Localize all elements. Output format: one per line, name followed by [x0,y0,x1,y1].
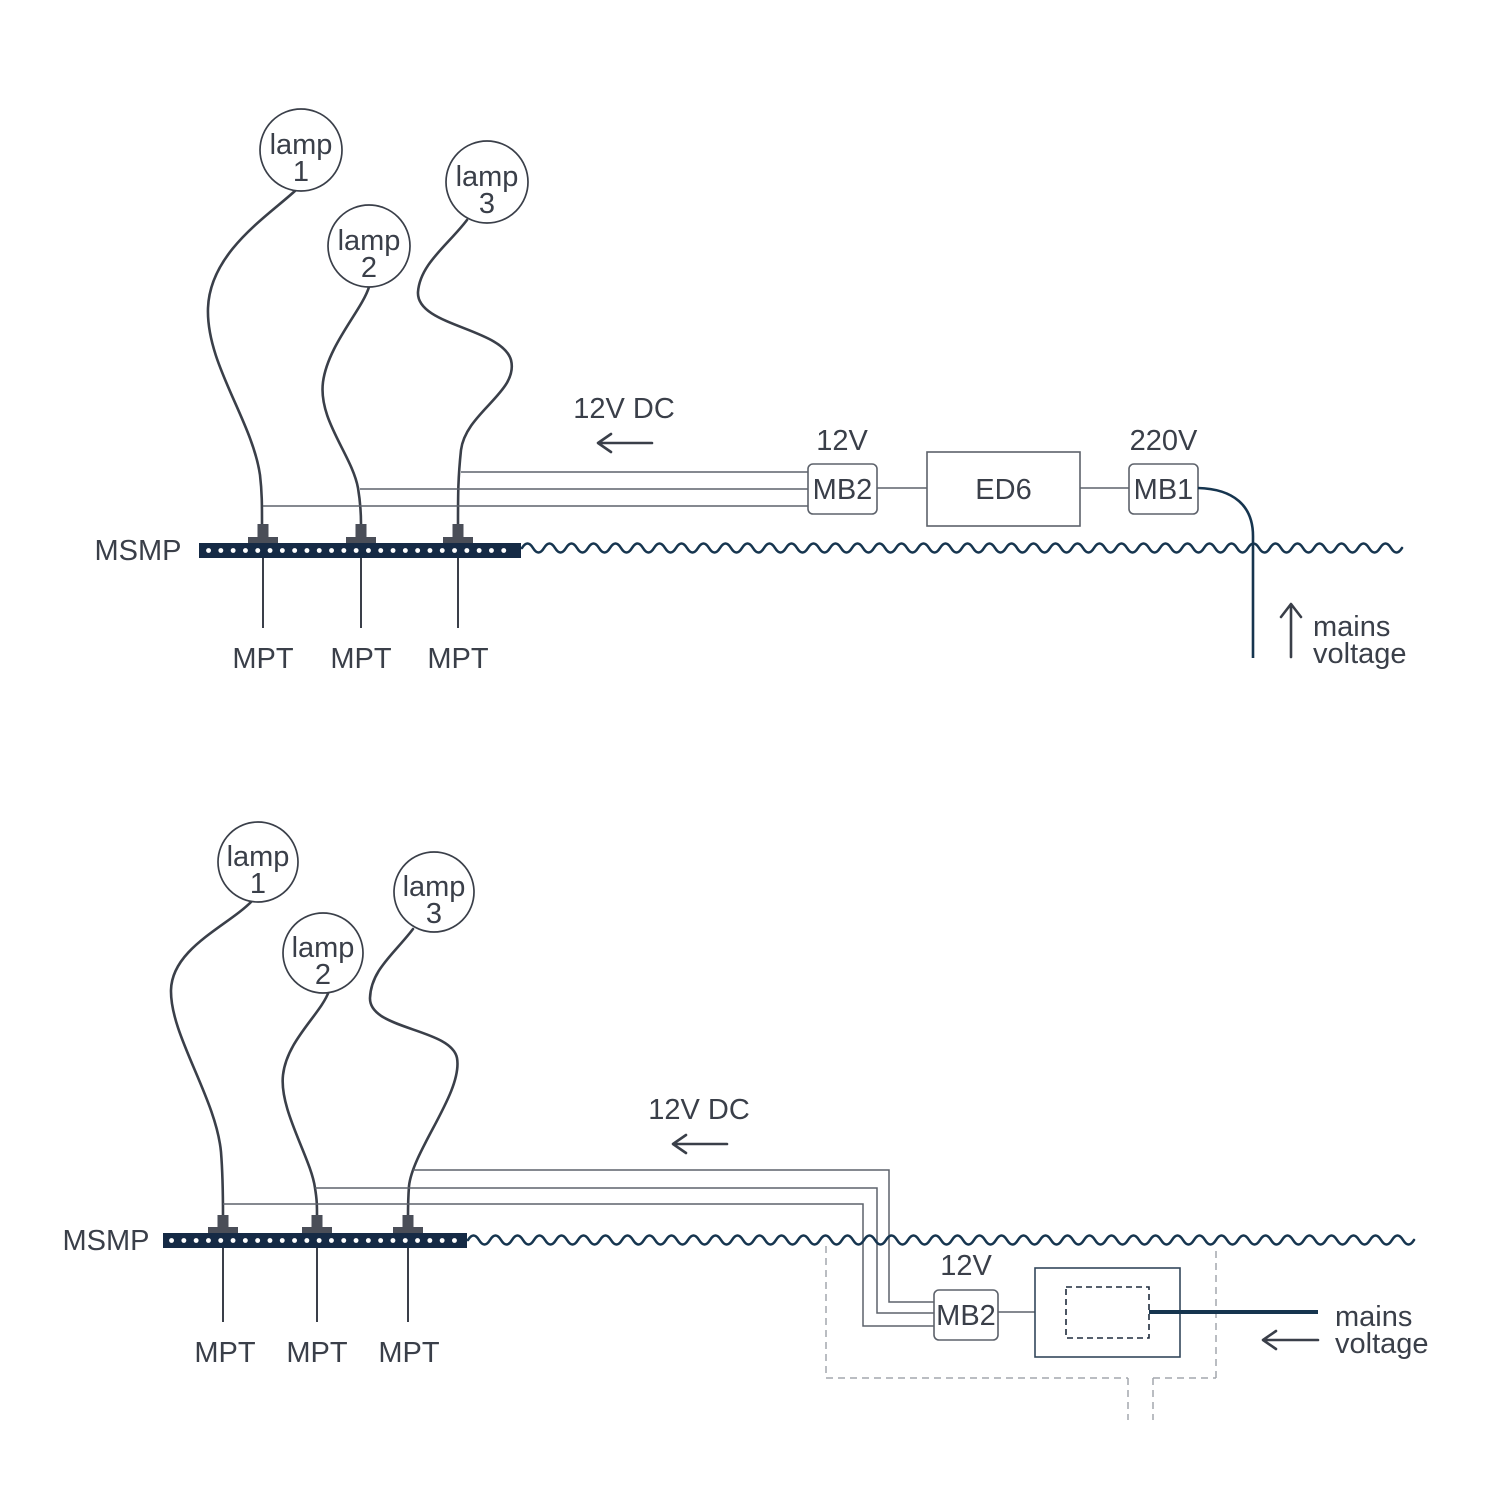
mb1-label: MB1 [1133,474,1194,506]
lamp1-number: 1 [249,868,267,900]
dc-voltage-label: 12V DC [648,1094,750,1126]
lamp1-cable [208,190,296,524]
mpt1-connector-base [248,537,278,544]
lamp3-word: lamp [455,161,519,193]
msmp-label: MSMP [94,535,182,567]
mains-cable [1198,488,1253,658]
lamp1-word: lamp [226,841,290,873]
mains-label-line1: mains [1313,611,1391,643]
lamp3-number: 3 [425,898,443,930]
mains-up-arrow-icon [1281,604,1301,657]
mpt2-label: MPT [330,643,392,675]
lamp2-node [283,913,363,993]
lamp1-number: 1 [292,156,310,188]
lamp1-cable [171,901,252,1216]
lamp3-word: lamp [402,871,466,903]
mpt3-label: MPT [427,643,489,675]
ground-wave [468,1236,1414,1245]
mpt3-label: MPT [378,1337,440,1369]
mpt1-label: MPT [232,643,294,675]
lamp2-number: 2 [360,252,378,284]
mb1-voltage-label: 220V [1129,425,1198,457]
lamp3-cable [418,220,512,524]
lamp1-node [260,109,342,191]
mb2-voltage-label: 12V [816,425,868,457]
lamp2-word: lamp [337,225,401,257]
mains-label-line2: voltage [1335,1328,1429,1360]
lamp3-node [394,852,474,932]
mpt2-label: MPT [286,1337,348,1369]
lamp2-word: lamp [291,932,355,964]
mpt3-connector-base [393,1227,423,1234]
mpt2-connector-base [302,1227,332,1234]
lamp1-word: lamp [269,129,333,161]
mains-left-arrow-icon [1263,1331,1318,1349]
diagram-top [95,109,1407,675]
msmp-label: MSMP [62,1225,150,1257]
mains-label-line2: voltage [1313,638,1407,670]
lamp3-number: 3 [478,188,496,220]
mpt1-label: MPT [194,1337,256,1369]
dc-line-lamp1 [223,1204,934,1326]
lamp3-node [446,141,528,223]
ed6-label: ED6 [975,474,1032,506]
lamp2-cable [283,991,329,1216]
mpt2-connector-base [346,537,376,544]
mb2-voltage-label: 12V [940,1250,992,1282]
lamp2-number: 2 [314,959,332,991]
track-connectors [208,1215,423,1234]
mpt1-connector-base [208,1227,238,1234]
ground-wave [522,544,1402,553]
lamp3-cable [370,929,458,1216]
diagram-bottom [63,822,1429,1420]
mb2-label: MB2 [936,1300,996,1332]
track-connectors [248,524,473,544]
mpt3-connector-base [443,537,473,544]
dc-voltage-label: 12V DC [573,393,675,425]
lamp1-node [218,822,298,902]
mains-label-line1: mains [1335,1301,1413,1333]
dc-direction-arrow-icon [673,1135,727,1153]
dc-direction-arrow-icon [598,434,652,452]
mb2-label: MB2 [812,474,873,506]
lamp2-node [328,205,410,287]
